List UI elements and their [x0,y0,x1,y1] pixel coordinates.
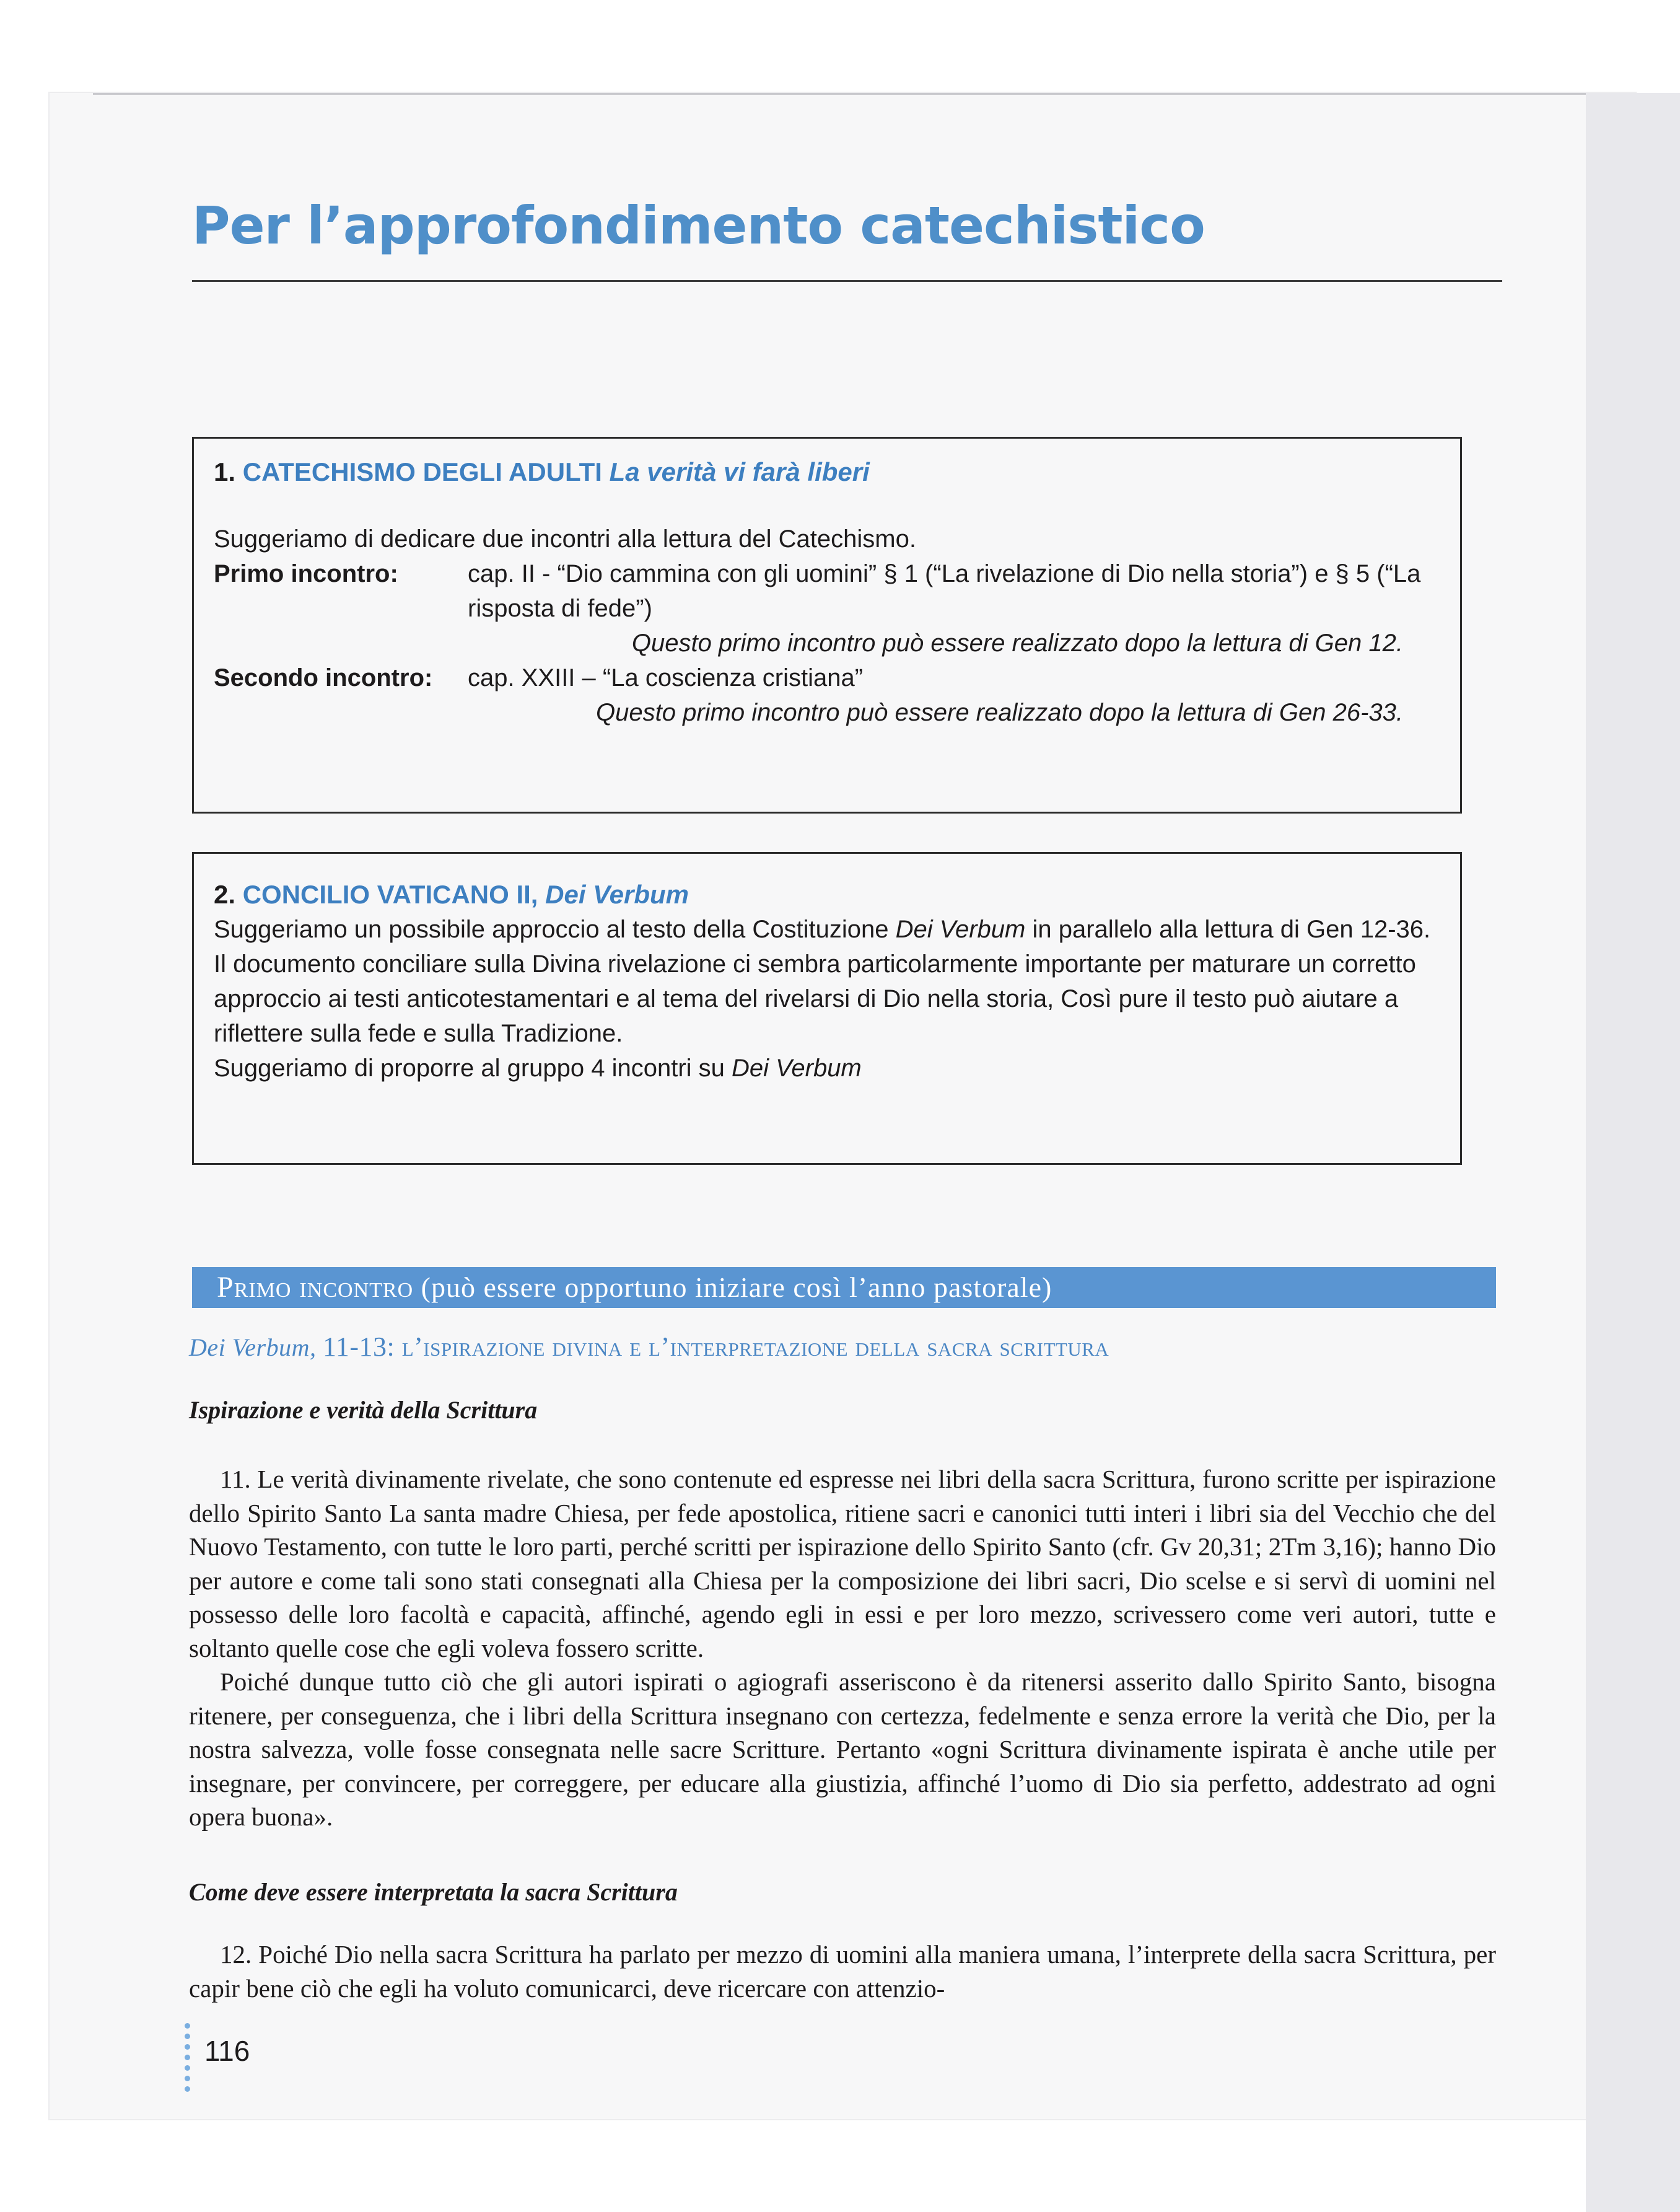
second-meeting-row [214,661,1440,695]
box-number: 2. [214,880,236,909]
second-meeting-note: Questo primo incontro può essere realizzato dopo la lettura di Gen 26-33. [596,699,1403,726]
section-bar-subtitle: (può essere opportuno iniziare così l’anno pastorale) [421,1271,1052,1303]
catechism-intro: Suggeriamo di dedicare due incontri alla lettura del Catechismo. [214,525,916,553]
page-title: Per l’approfondimento catechistico [192,195,1205,256]
heading-interpretation: Come deve essere interpretata la sacra Scrittura [189,1878,678,1906]
title-rule [192,280,1502,282]
second-meeting-text: cap. XXIII – “La coscienza cristiana” [468,664,864,691]
paragraph-12: 12. Poiché Dio nella sacra Scrittura ha parlato per mezzo di uomini alla maniera umana, l’interprete della sacra Scrittura, per capir bene ciò che egli ha voluto comunicarci, deve ricercare con attenzio- [189,1940,1496,2003]
first-meeting-label: Primo incontro: [214,560,398,587]
paragraph-11b: Poiché dunque tutto ciò che gli autori ispirati o agiografi asseriscono è da ritenersi asserito dallo Spirito Santo, bisogna ritenere, per conseguenza, che i libri della Scrittura insegnano con certezza, fedelmente e senza errore la verità che Dio, per la nostra salvezza, volle fosse consegnata nelle sacre Scritture. Pertanto «ogni Scrittura divinamente ispirata è anche utile per insegnare, per convincere, per correggere, per educare alla giustizia, affinché l’uomo di Dio sia perfetto, addestrato ad ogni opera buona». [189,1667,1496,1831]
council-paragraph: Suggeriamo un possibile approccio al testo della Costituzione Dei Verbum in parallelo alla lettura di Gen 12-36. Il documento conciliare sulla Divina rivelazione ci sembra particolarmente importante per maturare un corretto approccio ai testi anticotestamentari e al tema del rivelarsi di Dio nella storia, Così pure il testo può aiutare a riflettere sulla fede e sulla Tradizione. [214,916,1431,1047]
box-heading-text: CATECHISMO DEGLI ADULTI [242,457,602,486]
heading-inspiration: Ispirazione e verità della Scrittura [189,1396,538,1424]
paragraph-11: 11. Le verità divinamente rivelate, che sono contenute ed espresse nei libri della sacra Scrittura, furono scritte per ispirazione dello Spirito Santo La santa madre Chiesa, per fede apostolica, ritiene sacri e canonici tutti interi i libri sia del Vecchio che del Nuovo Testamento, con tutte le loro parti, perché scritti per ispirazione dello Spirito Santo (cfr. Gv 20,31; 2Tm 3,16); hanno Dio per autore e come tali sono stati consegnati alla Chiesa per la composizione dei libri sacri, Dio scelse e si servì di uomini nel possesso delle loro facoltà e capacità, affinché, agendo egli in essi e per loro mezzo, scrivessero come veri autori, tutte e soltanto quelle cose che egli voleva fossero scritte. [189,1465,1496,1662]
second-meeting-label: Secondo incontro: [214,664,433,691]
body-text-section-11 [189,1462,1496,1834]
first-meeting-text: cap. II - “Dio cammina con gli uomini” § 1 (“La rivelazione di Dio nella storia”) e § 5 (“La risposta di fede”) [468,560,1421,622]
first-meeting-row [214,556,1440,626]
council-box [192,852,1462,1165]
section-bar [192,1267,1496,1308]
page-number-dots [185,2023,192,2097]
page-right-edge [1586,93,1680,2212]
council-box-heading [214,877,1440,912]
page-number: 116 [204,2035,250,2067]
box-number: 1. [214,457,236,486]
box-heading-italic: Dei Verbum [545,880,689,909]
box-heading-italic: La verità vi farà liberi [609,457,870,486]
section-bar-title: Primo incontro [217,1271,414,1304]
first-meeting-note: Questo primo incontro può essere realizzato dopo la lettura di Gen 12. [631,630,1403,657]
section-subheading: Dei Verbum, 11-13: l’ispirazione divina e l’interpretazione della sacra scrittura [189,1332,1109,1362]
catechism-box [192,437,1462,814]
catechism-box-heading [214,455,1440,489]
body-text-section-12 [189,1938,1496,2005]
page-top-edge [93,93,1623,95]
council-proposal: Suggeriamo di proporre al gruppo 4 incontri su Dei Verbum [214,1055,862,1082]
box-heading-text: CONCILIO VATICANO II, [242,880,538,909]
